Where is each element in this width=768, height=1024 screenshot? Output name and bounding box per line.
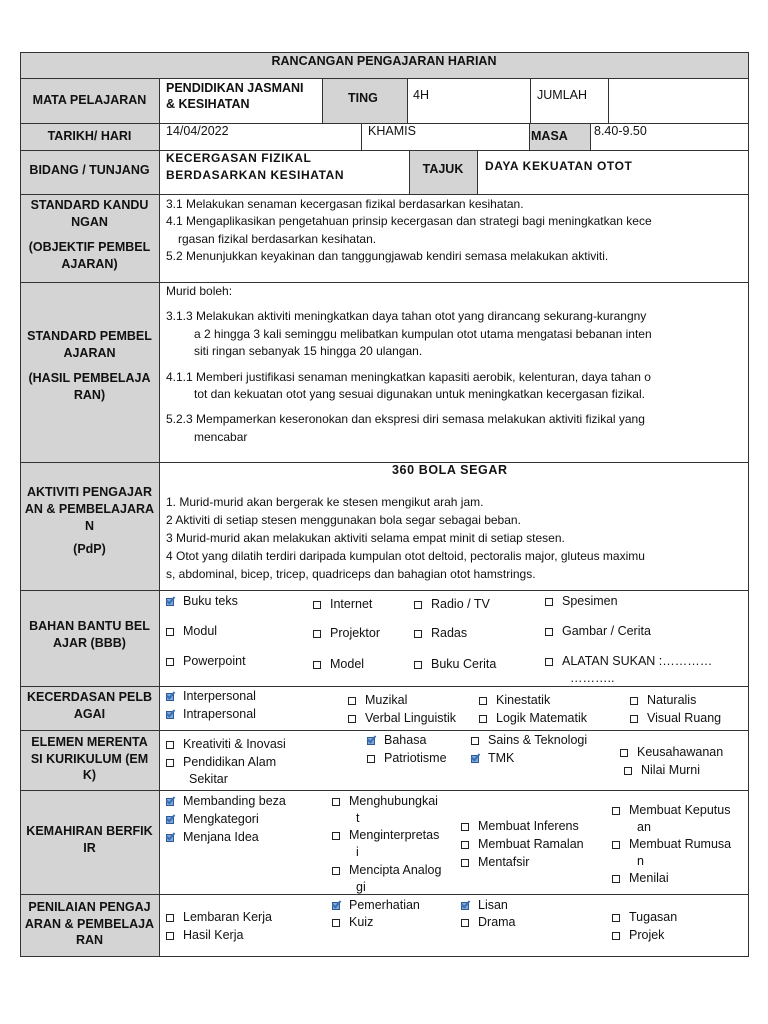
bbb-internet[interactable]: Internet [313, 597, 372, 612]
kb-menjana-idea[interactable]: Menjana Idea [166, 830, 259, 845]
kb-cont-t: t [356, 811, 360, 825]
aktiviti-heading: 360 BOLA SEGAR [392, 463, 508, 477]
checkbox-icon[interactable] [461, 859, 469, 867]
tarikh-label: TARIKH/ HARI [47, 129, 132, 144]
checkbox-icon[interactable] [166, 741, 174, 749]
checkbox-icon[interactable] [471, 737, 479, 745]
mata-pelajaran-label: MATA PELAJARAN [32, 93, 147, 108]
bbb-radas[interactable]: Radas [414, 626, 467, 641]
pn-projek[interactable]: Projek [612, 928, 664, 943]
kec-verbal-linguistik[interactable]: Verbal Linguistik [348, 711, 456, 726]
checkbox-icon[interactable] [166, 598, 174, 606]
kb-menghubungkait[interactable]: Menghubungkai [332, 794, 438, 809]
emk-tmk[interactable]: TMK [471, 751, 514, 766]
standard-pembelajaran-text: Murid boleh: 3.1.3 Melakukan aktiviti meningkatkan daya tahan otot yang dirancang sekurang-kurangny a 2 hingga 3 kali seminggu melibatkan kumpulan otot utama mengatasi bebanan inten siti ringan sebanyak 15 hingga 20 ulangan. 4.1.1 Memberi justifikasi senaman meningkatkan kapasiti aerobik, kelenturan, daya tahan o tot dan kekuatan otot yang sesuai digunakan untuk meningkatkan kecergasan fizikal. 5.2.3 Mempamerkan keseronokan dan ekspresi diri semasa melakukan aktiviti fizikal yang mencabar [166, 284, 652, 444]
tarikh-value: 14/04/2022 [166, 124, 229, 138]
kec-interpersonal[interactable]: Interpersonal [166, 689, 256, 704]
checkbox-icon[interactable] [332, 798, 340, 806]
masa-label: MASA [531, 129, 568, 144]
kb-cont-n: n [637, 854, 644, 868]
checkbox-icon[interactable] [414, 630, 422, 638]
checkbox-icon[interactable] [630, 697, 638, 705]
bbb-buku-teks[interactable]: Buku teks [166, 594, 238, 609]
checkbox-icon[interactable] [620, 749, 628, 757]
kemahiran-label: KEMAHIRAN BERFIK IR [26, 824, 153, 855]
checkbox-icon[interactable] [612, 932, 620, 940]
emk-nilai-murni[interactable]: Nilai Murni [624, 763, 700, 778]
tajuk-value: DAYA KEKUATAN OTOT [485, 159, 633, 173]
pn-hasil-kerja[interactable]: Hasil Kerja [166, 928, 243, 943]
pn-tugasan[interactable]: Tugasan [612, 910, 677, 925]
checkbox-icon[interactable] [332, 832, 340, 840]
pn-drama[interactable]: Drama [461, 915, 516, 930]
bbb-powerpoint[interactable]: Powerpoint [166, 654, 246, 669]
bbb-modul[interactable]: Modul [166, 624, 217, 639]
emk-pendidikan-alam[interactable]: Pendidikan Alam [166, 755, 276, 770]
checkbox-icon[interactable] [348, 715, 356, 723]
standard-kandungan-text: 3.1 Melakukan senaman kecergasan fizikal berdasarkan kesihatan. 4.1 Mengaplikasikan pengetahuan prinsip kecergasan dan strategi bagi meningkatkan kece rgasan fizikal berdasarkan kesihatan. 5.2 Menunjukkan keyakinan dan tanggungjawab kendiri semasa melakukan aktiviti. [166, 197, 652, 264]
checkbox-icon[interactable] [166, 834, 174, 842]
page-title: RANCANGAN PENGAJARAN HARIAN [271, 54, 497, 68]
checkbox-icon[interactable] [166, 798, 174, 806]
emk-label: ELEMEN MERENTA SI KURIKULUM (EM K) [30, 734, 149, 783]
checkbox-icon[interactable] [367, 755, 375, 763]
checkbox-icon[interactable] [624, 767, 632, 775]
checkbox-icon[interactable] [332, 902, 340, 910]
checkbox-icon[interactable] [461, 919, 469, 927]
pn-lisan[interactable]: Lisan [461, 898, 508, 913]
tajuk-label: TAJUK [422, 161, 464, 176]
kb-mengkategori[interactable]: Mengkategori [166, 812, 259, 827]
checkbox-icon[interactable] [166, 816, 174, 824]
bbb-label: BAHAN BANTU BEL AJAR (BBB) [29, 619, 150, 650]
kec-muzikal[interactable]: Muzikal [348, 693, 407, 708]
checkbox-icon[interactable] [313, 601, 321, 609]
emk-kreativiti[interactable]: Kreativiti & Inovasi [166, 737, 286, 752]
emk-pendidikan-cont: Sekitar [189, 772, 228, 786]
aktiviti-text: 1. Murid-murid akan bergerak ke stesen mengikut arah jam. 2 Aktiviti di setiap stesen menggunakan bola segar sebagai beban. 3 Murid-murid akan melakukan aktiviti selama empat minit di setiap stesen. 4 Otot yang dilatih terdiri daripada kumpulan otot deltoid, pectoralis major, gluteus maximu s, abdominal, bicep, tricep, quadriceps dan bahagian otot hamstrings. [166, 495, 645, 581]
checkbox-icon[interactable] [166, 628, 174, 636]
checkbox-icon[interactable] [612, 841, 620, 849]
checkbox-icon[interactable] [332, 867, 340, 875]
kb-membuat-keputusan[interactable]: Membuat Keputus [612, 803, 730, 818]
checkbox-icon[interactable] [461, 841, 469, 849]
kb-membuat-inferens[interactable]: Membuat Inferens [461, 819, 579, 834]
kb-membuat-rumusan[interactable]: Membuat Rumusa [612, 837, 731, 852]
emk-patriotisme[interactable]: Patriotisme [367, 751, 447, 766]
aktiviti-label: AKTIVITI PENGAJAR AN & PEMBELAJARA N (PdP) [24, 485, 155, 556]
checkbox-icon[interactable] [461, 902, 469, 910]
checkbox-icon[interactable] [479, 697, 487, 705]
checkbox-icon[interactable] [545, 598, 553, 606]
checkbox-icon[interactable] [166, 658, 174, 666]
bbb-spesimen[interactable]: Spesimen [545, 594, 618, 609]
checkbox-icon[interactable] [545, 658, 553, 666]
checkbox-icon[interactable] [332, 919, 340, 927]
kec-visual-ruang[interactable]: Visual Ruang [630, 711, 721, 726]
kec-intrapersonal[interactable]: Intrapersonal [166, 707, 256, 722]
kecerdasan-label: KECERDASAN PELB AGAI [26, 690, 152, 721]
kb-membanding-beza[interactable]: Membanding beza [166, 794, 286, 809]
checkbox-icon[interactable] [545, 628, 553, 636]
pn-lembaran-kerja[interactable]: Lembaran Kerja [166, 910, 272, 925]
kb-menilai[interactable]: Menilai [612, 871, 669, 886]
standard-pembelajaran-label: STANDARD PEMBEL AJARAN (HASIL PEMBELAJA RAN) [27, 329, 152, 402]
checkbox-icon[interactable] [166, 914, 174, 922]
kb-cont-i: i [356, 845, 359, 859]
checkbox-icon[interactable] [166, 693, 174, 701]
bidang-value: KECERGASAN FIZIKAL BERDASARKAN KESIHATAN [166, 151, 345, 182]
kb-mencipta-analogi[interactable]: Mencipta Analog [332, 863, 441, 878]
masa-value: 8.40-9.50 [594, 124, 647, 138]
bbb-radio-tv[interactable]: Radio / TV [414, 597, 490, 612]
bbb-projektor[interactable]: Projektor [313, 626, 380, 641]
kb-cont-an: an [637, 820, 651, 834]
kb-cont-gi: gi [356, 880, 366, 894]
checkbox-icon[interactable] [166, 932, 174, 940]
pn-pemerhatian[interactable]: Pemerhatian [332, 898, 420, 913]
checkbox-icon[interactable] [612, 807, 620, 815]
jumlah-label: JUMLAH [537, 88, 588, 102]
checkbox-icon[interactable] [313, 661, 321, 669]
mata-pelajaran-value: PENDIDIKAN JASMANI & KESIHATAN [166, 81, 304, 112]
emk-bahasa[interactable]: Bahasa [367, 733, 426, 748]
checkbox-icon[interactable] [414, 601, 422, 609]
checkbox-icon[interactable] [612, 875, 620, 883]
bbb-model[interactable]: Model [313, 657, 364, 672]
ting-label: TING [348, 90, 378, 105]
bbb-buku-cerita[interactable]: Buku Cerita [414, 657, 496, 672]
kec-logik-matematik[interactable]: Logik Matematik [479, 711, 587, 726]
bbb-alatan-sukan[interactable]: ALATAN SUKAN :………… [545, 654, 712, 669]
checkbox-icon[interactable] [461, 823, 469, 831]
checkbox-icon[interactable] [612, 914, 620, 922]
hari-value: KHAMIS [368, 124, 416, 138]
checkbox-icon[interactable] [166, 759, 174, 767]
ting-value: 4H [413, 88, 429, 102]
kb-membuat-ramalan[interactable]: Membuat Ramalan [461, 837, 584, 852]
checkbox-icon[interactable] [471, 755, 479, 763]
bbb-alatan-cont: ……….. [570, 671, 615, 685]
bidang-label: BIDANG / TUNJANG [29, 162, 150, 177]
kb-mentafsir[interactable]: Mentafsir [461, 855, 529, 870]
pn-kuiz[interactable]: Kuiz [332, 915, 373, 930]
kec-naturalis[interactable]: Naturalis [630, 693, 696, 708]
checkbox-icon[interactable] [313, 630, 321, 638]
bbb-gambar-cerita[interactable]: Gambar / Cerita [545, 624, 651, 639]
checkbox-icon[interactable] [348, 697, 356, 705]
penilaian-label: PENILAIAN PENGAJ ARAN & PEMBELAJA RAN [24, 899, 155, 948]
checkbox-icon[interactable] [479, 715, 487, 723]
emk-keusahawanan[interactable]: Keusahawanan [620, 745, 723, 760]
kb-menginterpretasi[interactable]: Menginterpretas [332, 828, 439, 843]
standard-kandungan-label: STANDARD KANDU NGAN (OBJEKTIF PEMBEL AJARAN) [28, 198, 151, 271]
checkbox-icon[interactable] [367, 737, 375, 745]
checkbox-icon[interactable] [630, 715, 638, 723]
checkbox-icon[interactable] [414, 661, 422, 669]
checkbox-icon[interactable] [166, 711, 174, 719]
emk-sains-teknologi[interactable]: Sains & Teknologi [471, 733, 587, 748]
kec-kinestatik[interactable]: Kinestatik [479, 693, 550, 708]
